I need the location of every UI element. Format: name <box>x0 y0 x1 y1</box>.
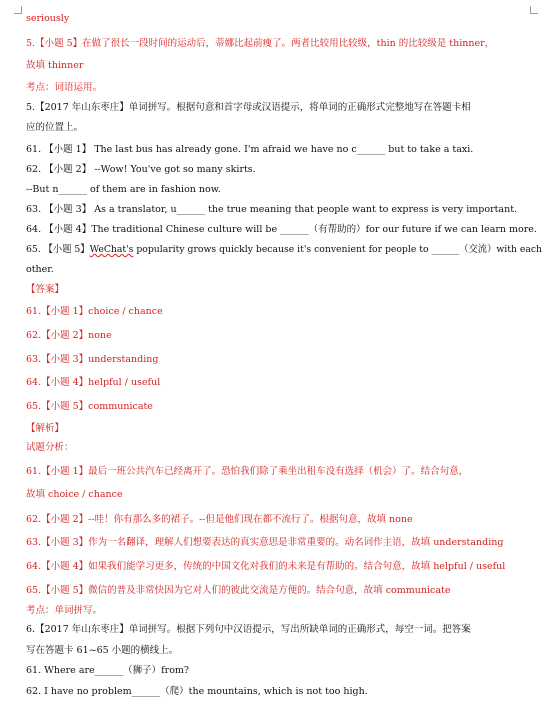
crop-mark-top-left <box>14 6 22 14</box>
question-heading: 5.【2017 年山东枣庄】单词拼写。根据句意和首字母或汉语提示，将单词的正确形式完整地写在答题卡相 <box>26 102 471 113</box>
text-line: seriously <box>26 13 70 24</box>
question-number: 65. 【小题 5】 <box>26 244 90 255</box>
analysis-heading: 【解析】 <box>26 423 65 434</box>
spellcheck-word: WeChat's <box>89 244 134 255</box>
text-line: other. <box>26 264 54 275</box>
text-line: 考点：单词拼写。 <box>26 605 103 616</box>
question-heading: 6.【2017 年山东枣庄】单词拼写。根据下列句中汉语提示，写出所缺单词的正确形式，每空一词。把答案 <box>26 624 471 635</box>
question-text: popularity grows quickly because it's convenient for people to ______（交流）with each <box>133 244 543 255</box>
question-item: 62. I have no problem______（爬）the mountains, which is not too high. <box>26 686 368 697</box>
answer-heading: 【答案】 <box>26 284 65 295</box>
analysis-item: 63.【小题 3】作为一名翻译，理解人们想要表达的真实意思是非常重要的。动名词作主语，故填 understanding <box>26 537 504 548</box>
text-line: 故填 choice / chance <box>26 489 123 500</box>
text-line: 故填 thinner <box>26 60 84 71</box>
analysis-item: 65.【小题 5】微信的普及非常快因为它对人们的彼此交流是方便的。结合句意，故填 communicate <box>26 585 451 596</box>
question-item: 61. Where are______（狮子）from? <box>26 665 190 676</box>
answer-item: 63.【小题 3】understanding <box>26 354 159 365</box>
answer-item: 64.【小题 4】helpful / useful <box>26 377 161 388</box>
crop-mark-top-right <box>530 6 538 14</box>
question-item: 62. 【小题 2】 --Wow! You've got so many skirts. <box>26 164 256 175</box>
question-item: --But n______ of them are in fashion now. <box>26 184 221 195</box>
answer-item: 61.【小题 1】choice / chance <box>26 306 163 317</box>
question-item: 63. 【小题 3】 As a translator, u______ the true meaning that people want to express is very important. <box>26 204 518 215</box>
text-line: 写在答题卡 61~65 小题的横线上。 <box>26 645 179 656</box>
text-line: 试题分析： <box>26 442 74 453</box>
answer-item: 65.【小题 5】communicate <box>26 401 153 412</box>
analysis-item: 62.【小题 2】--哇！你有那么多的裙子。--但是他们现在都不流行了。根据句意，故填 none <box>26 514 413 525</box>
question-item <box>26 244 542 256</box>
question-item: 61. 【小题 1】 The last bus has already gone. I'm afraid we have no c______ but to take a taxi. <box>26 144 474 155</box>
answer-item: 62.【小题 2】none <box>26 330 112 341</box>
analysis-item: 64.【小题 4】如果我们能学习更多，传统的中国文化对我们的未来是有帮助的。结合句意，故填 helpful / useful <box>26 561 506 572</box>
text-line: 考点：词语运用。 <box>26 82 103 93</box>
analysis-item: 61.【小题 1】最后一班公共汽车已经离开了。恐怕我们除了乘坐出租车没有选择（机会）了。结合句意， <box>26 466 469 477</box>
text-line: 应的位置上。 <box>26 122 84 133</box>
question-item: 64. 【小题 4】The traditional Chinese culture will be ______（有帮助的）for our future if we can learn more. <box>26 224 537 235</box>
text-line: 5.【小题 5】在做了很长一段时间的运动后，蒂娜比起前瘦了。两者比较用比较级，thin 的比较级是 thinner， <box>26 38 495 49</box>
